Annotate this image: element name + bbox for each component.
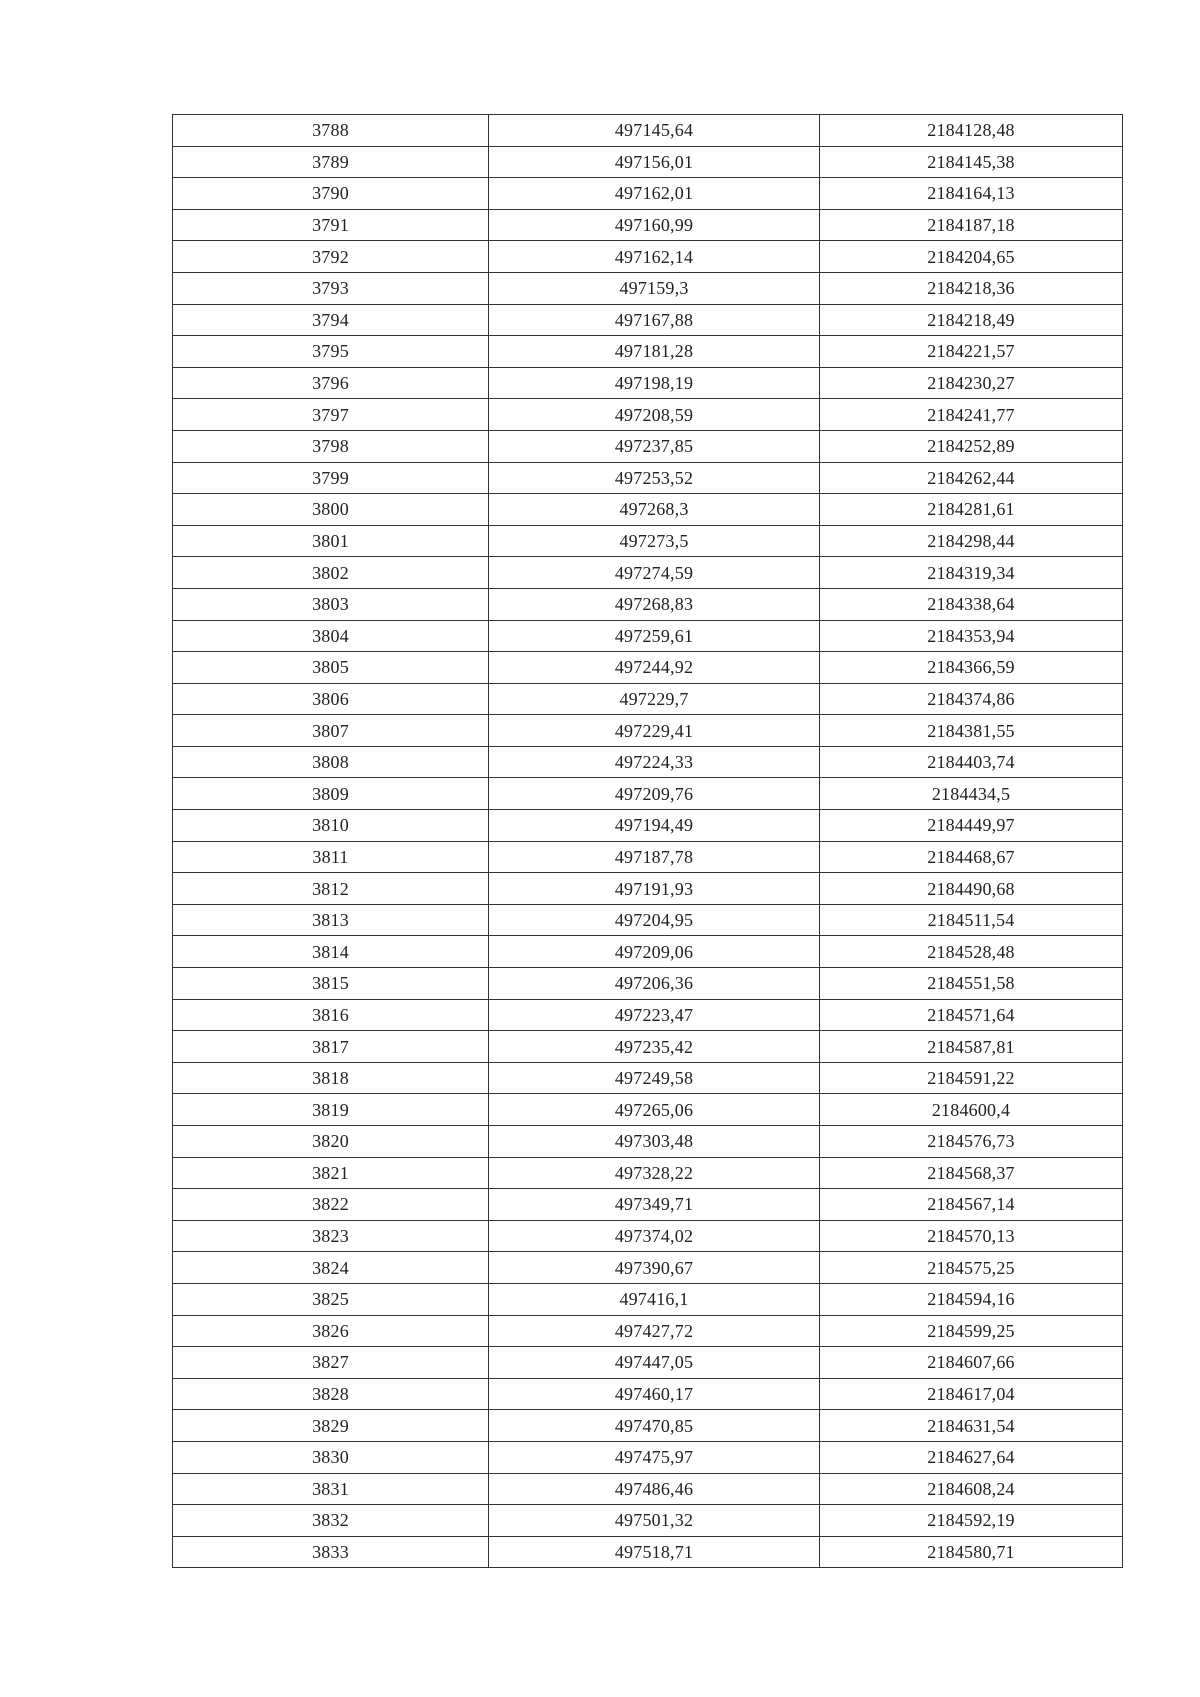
x-coordinate-cell: 497223,47 <box>489 999 820 1031</box>
y-coordinate-cell: 2184218,36 <box>820 272 1123 304</box>
point-number-cell: 3818 <box>173 1062 489 1094</box>
point-number-cell: 3812 <box>173 873 489 905</box>
y-coordinate-cell: 2184528,48 <box>820 936 1123 968</box>
point-number-cell: 3820 <box>173 1126 489 1158</box>
point-number-cell: 3791 <box>173 209 489 241</box>
table-row <box>173 588 1123 620</box>
x-coordinate-cell: 497191,93 <box>489 873 820 905</box>
table-row <box>173 336 1123 368</box>
point-number-cell: 3804 <box>173 620 489 652</box>
table-row <box>173 1536 1123 1568</box>
point-number-cell: 3831 <box>173 1473 489 1505</box>
x-coordinate-cell: 497167,88 <box>489 304 820 336</box>
table-row <box>173 873 1123 905</box>
table-row <box>173 557 1123 589</box>
y-coordinate-cell: 2184381,55 <box>820 715 1123 747</box>
point-number-cell: 3790 <box>173 178 489 210</box>
point-number-cell: 3827 <box>173 1347 489 1379</box>
point-number-cell: 3788 <box>173 115 489 147</box>
x-coordinate-cell: 497198,19 <box>489 367 820 399</box>
y-coordinate-cell: 2184490,68 <box>820 873 1123 905</box>
x-coordinate-cell: 497427,72 <box>489 1315 820 1347</box>
y-coordinate-cell: 2184575,25 <box>820 1252 1123 1284</box>
y-coordinate-cell: 2184128,48 <box>820 115 1123 147</box>
table-row <box>173 1473 1123 1505</box>
table-row <box>173 1220 1123 1252</box>
y-coordinate-cell: 2184592,19 <box>820 1505 1123 1537</box>
table-row <box>173 1315 1123 1347</box>
y-coordinate-cell: 2184551,58 <box>820 968 1123 1000</box>
y-coordinate-cell: 2184568,37 <box>820 1157 1123 1189</box>
point-number-cell: 3828 <box>173 1378 489 1410</box>
x-coordinate-cell: 497390,67 <box>489 1252 820 1284</box>
y-coordinate-cell: 2184164,13 <box>820 178 1123 210</box>
x-coordinate-cell: 497303,48 <box>489 1126 820 1158</box>
point-number-cell: 3800 <box>173 494 489 526</box>
point-number-cell: 3825 <box>173 1283 489 1315</box>
table-row <box>173 620 1123 652</box>
table-row <box>173 999 1123 1031</box>
y-coordinate-cell: 2184374,86 <box>820 683 1123 715</box>
x-coordinate-cell: 497159,3 <box>489 272 820 304</box>
point-number-cell: 3789 <box>173 146 489 178</box>
x-coordinate-cell: 497206,36 <box>489 968 820 1000</box>
table-row <box>173 1441 1123 1473</box>
point-number-cell: 3811 <box>173 841 489 873</box>
x-coordinate-cell: 497194,49 <box>489 810 820 842</box>
coordinates-table-body <box>173 115 1123 1568</box>
y-coordinate-cell: 2184366,59 <box>820 652 1123 684</box>
y-coordinate-cell: 2184511,54 <box>820 904 1123 936</box>
point-number-cell: 3813 <box>173 904 489 936</box>
point-number-cell: 3830 <box>173 1441 489 1473</box>
point-number-cell: 3833 <box>173 1536 489 1568</box>
point-number-cell: 3823 <box>173 1220 489 1252</box>
table-row <box>173 1378 1123 1410</box>
table-row <box>173 209 1123 241</box>
x-coordinate-cell: 497273,5 <box>489 525 820 557</box>
y-coordinate-cell: 2184252,89 <box>820 430 1123 462</box>
table-row <box>173 1283 1123 1315</box>
table-row <box>173 1410 1123 1442</box>
x-coordinate-cell: 497501,32 <box>489 1505 820 1537</box>
x-coordinate-cell: 497268,3 <box>489 494 820 526</box>
point-number-cell: 3819 <box>173 1094 489 1126</box>
table-row <box>173 1062 1123 1094</box>
table-row <box>173 304 1123 336</box>
coordinates-table <box>172 114 1123 1568</box>
y-coordinate-cell: 2184580,71 <box>820 1536 1123 1568</box>
x-coordinate-cell: 497229,7 <box>489 683 820 715</box>
table-row <box>173 936 1123 968</box>
y-coordinate-cell: 2184403,74 <box>820 746 1123 778</box>
y-coordinate-cell: 2184570,13 <box>820 1220 1123 1252</box>
x-coordinate-cell: 497160,99 <box>489 209 820 241</box>
point-number-cell: 3798 <box>173 430 489 462</box>
point-number-cell: 3799 <box>173 462 489 494</box>
point-number-cell: 3821 <box>173 1157 489 1189</box>
y-coordinate-cell: 2184298,44 <box>820 525 1123 557</box>
x-coordinate-cell: 497229,41 <box>489 715 820 747</box>
x-coordinate-cell: 497224,33 <box>489 746 820 778</box>
x-coordinate-cell: 497187,78 <box>489 841 820 873</box>
point-number-cell: 3805 <box>173 652 489 684</box>
x-coordinate-cell: 497145,64 <box>489 115 820 147</box>
point-number-cell: 3794 <box>173 304 489 336</box>
table-row <box>173 367 1123 399</box>
table-row <box>173 746 1123 778</box>
table-row <box>173 1094 1123 1126</box>
x-coordinate-cell: 497447,05 <box>489 1347 820 1379</box>
y-coordinate-cell: 2184230,27 <box>820 367 1123 399</box>
y-coordinate-cell: 2184627,64 <box>820 1441 1123 1473</box>
y-coordinate-cell: 2184204,65 <box>820 241 1123 273</box>
y-coordinate-cell: 2184587,81 <box>820 1031 1123 1063</box>
table-row <box>173 494 1123 526</box>
y-coordinate-cell: 2184600,4 <box>820 1094 1123 1126</box>
table-row <box>173 1252 1123 1284</box>
y-coordinate-cell: 2184221,57 <box>820 336 1123 368</box>
x-coordinate-cell: 497209,76 <box>489 778 820 810</box>
point-number-cell: 3806 <box>173 683 489 715</box>
x-coordinate-cell: 497274,59 <box>489 557 820 589</box>
x-coordinate-cell: 497162,01 <box>489 178 820 210</box>
x-coordinate-cell: 497249,58 <box>489 1062 820 1094</box>
point-number-cell: 3829 <box>173 1410 489 1442</box>
x-coordinate-cell: 497209,06 <box>489 936 820 968</box>
y-coordinate-cell: 2184594,16 <box>820 1283 1123 1315</box>
table-row <box>173 778 1123 810</box>
x-coordinate-cell: 497162,14 <box>489 241 820 273</box>
x-coordinate-cell: 497374,02 <box>489 1220 820 1252</box>
y-coordinate-cell: 2184468,67 <box>820 841 1123 873</box>
point-number-cell: 3832 <box>173 1505 489 1537</box>
point-number-cell: 3801 <box>173 525 489 557</box>
x-coordinate-cell: 497204,95 <box>489 904 820 936</box>
y-coordinate-cell: 2184187,18 <box>820 209 1123 241</box>
y-coordinate-cell: 2184567,14 <box>820 1189 1123 1221</box>
x-coordinate-cell: 497460,17 <box>489 1378 820 1410</box>
table-row <box>173 430 1123 462</box>
x-coordinate-cell: 497265,06 <box>489 1094 820 1126</box>
table-row <box>173 525 1123 557</box>
x-coordinate-cell: 497416,1 <box>489 1283 820 1315</box>
table-row <box>173 652 1123 684</box>
table-row <box>173 1157 1123 1189</box>
y-coordinate-cell: 2184241,77 <box>820 399 1123 431</box>
x-coordinate-cell: 497486,46 <box>489 1473 820 1505</box>
y-coordinate-cell: 2184353,94 <box>820 620 1123 652</box>
table-row <box>173 241 1123 273</box>
y-coordinate-cell: 2184281,61 <box>820 494 1123 526</box>
x-coordinate-cell: 497253,52 <box>489 462 820 494</box>
point-number-cell: 3793 <box>173 272 489 304</box>
point-number-cell: 3817 <box>173 1031 489 1063</box>
y-coordinate-cell: 2184434,5 <box>820 778 1123 810</box>
y-coordinate-cell: 2184571,64 <box>820 999 1123 1031</box>
table-row <box>173 146 1123 178</box>
y-coordinate-cell: 2184449,97 <box>820 810 1123 842</box>
point-number-cell: 3808 <box>173 746 489 778</box>
table-row <box>173 1126 1123 1158</box>
x-coordinate-cell: 497268,83 <box>489 588 820 620</box>
x-coordinate-cell: 497156,01 <box>489 146 820 178</box>
table-row <box>173 272 1123 304</box>
point-number-cell: 3796 <box>173 367 489 399</box>
table-row <box>173 1031 1123 1063</box>
x-coordinate-cell: 497181,28 <box>489 336 820 368</box>
point-number-cell: 3809 <box>173 778 489 810</box>
table-row <box>173 178 1123 210</box>
point-number-cell: 3815 <box>173 968 489 1000</box>
x-coordinate-cell: 497349,71 <box>489 1189 820 1221</box>
table-row <box>173 1189 1123 1221</box>
point-number-cell: 3797 <box>173 399 489 431</box>
table-row <box>173 683 1123 715</box>
point-number-cell: 3807 <box>173 715 489 747</box>
y-coordinate-cell: 2184218,49 <box>820 304 1123 336</box>
table-row <box>173 904 1123 936</box>
x-coordinate-cell: 497470,85 <box>489 1410 820 1442</box>
x-coordinate-cell: 497237,85 <box>489 430 820 462</box>
point-number-cell: 3814 <box>173 936 489 968</box>
y-coordinate-cell: 2184145,38 <box>820 146 1123 178</box>
y-coordinate-cell: 2184262,44 <box>820 462 1123 494</box>
point-number-cell: 3802 <box>173 557 489 589</box>
y-coordinate-cell: 2184319,34 <box>820 557 1123 589</box>
point-number-cell: 3816 <box>173 999 489 1031</box>
table-row <box>173 810 1123 842</box>
point-number-cell: 3810 <box>173 810 489 842</box>
table-row <box>173 1505 1123 1537</box>
point-number-cell: 3822 <box>173 1189 489 1221</box>
table-row <box>173 462 1123 494</box>
y-coordinate-cell: 2184617,04 <box>820 1378 1123 1410</box>
y-coordinate-cell: 2184631,54 <box>820 1410 1123 1442</box>
y-coordinate-cell: 2184591,22 <box>820 1062 1123 1094</box>
y-coordinate-cell: 2184607,66 <box>820 1347 1123 1379</box>
table-row <box>173 1347 1123 1379</box>
x-coordinate-cell: 497259,61 <box>489 620 820 652</box>
y-coordinate-cell: 2184338,64 <box>820 588 1123 620</box>
x-coordinate-cell: 497475,97 <box>489 1441 820 1473</box>
y-coordinate-cell: 2184576,73 <box>820 1126 1123 1158</box>
point-number-cell: 3824 <box>173 1252 489 1284</box>
table-row <box>173 968 1123 1000</box>
table-row <box>173 841 1123 873</box>
table-row <box>173 115 1123 147</box>
x-coordinate-cell: 497235,42 <box>489 1031 820 1063</box>
point-number-cell: 3792 <box>173 241 489 273</box>
x-coordinate-cell: 497244,92 <box>489 652 820 684</box>
point-number-cell: 3803 <box>173 588 489 620</box>
table-row <box>173 399 1123 431</box>
point-number-cell: 3795 <box>173 336 489 368</box>
x-coordinate-cell: 497518,71 <box>489 1536 820 1568</box>
x-coordinate-cell: 497208,59 <box>489 399 820 431</box>
point-number-cell: 3826 <box>173 1315 489 1347</box>
y-coordinate-cell: 2184599,25 <box>820 1315 1123 1347</box>
table-row <box>173 715 1123 747</box>
y-coordinate-cell: 2184608,24 <box>820 1473 1123 1505</box>
x-coordinate-cell: 497328,22 <box>489 1157 820 1189</box>
